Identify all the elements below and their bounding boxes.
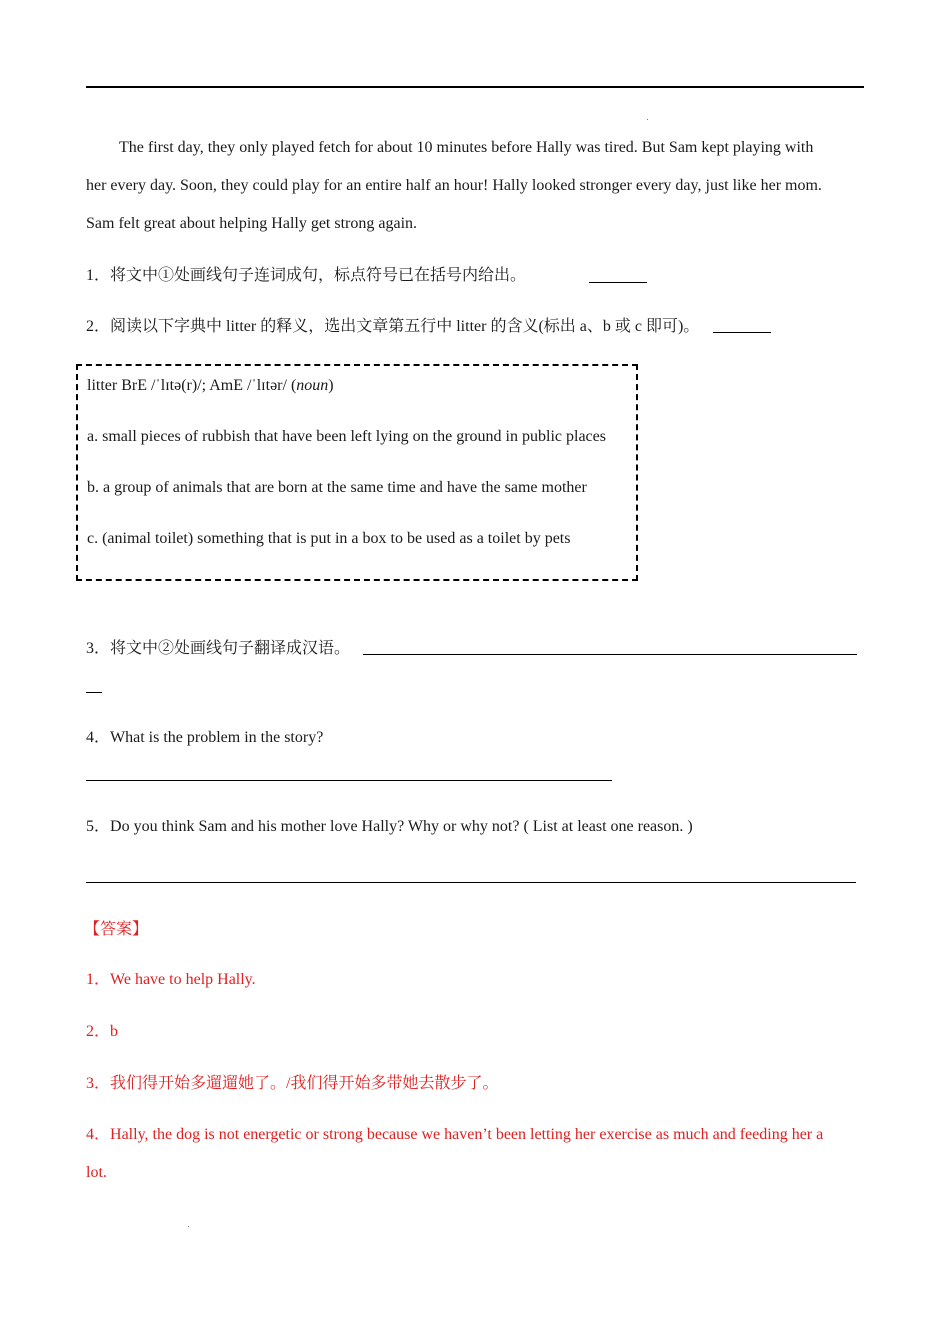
answer-text: Hally, the dog is not energetic or strong because we haven’t been letting her exercise as much and feeding her a: [110, 1126, 824, 1143]
answer-4-continued: lot.: [86, 1164, 107, 1181]
answer-number: 4．: [86, 1126, 111, 1143]
answer-blank-4[interactable]: [86, 780, 612, 781]
passage-line-1: The first day, they only played fetch for about 10 minutes before Hally was tired. But Sam kept playing with: [119, 139, 814, 156]
answer-blank-1[interactable]: [589, 282, 647, 283]
question-number: 2．: [86, 318, 111, 335]
part-of-speech: noun: [296, 377, 329, 394]
answer-number: 1．: [86, 971, 111, 988]
answer-blank-5[interactable]: [86, 882, 856, 883]
question-number: 5．: [86, 818, 111, 835]
dictionary-sense-a: a. small pieces of rubbish that have been left lying on the ground in public places: [87, 428, 606, 445]
dictionary-box: [76, 364, 638, 581]
question-number: 1．: [86, 267, 111, 284]
passage-line-2: her every day. Soon, they could play for an entire half an hour! Hally looked stronger every day, just like her mom.: [86, 177, 822, 194]
answer-number: 2．: [86, 1023, 111, 1040]
answer-text: We have to help Hally.: [110, 971, 256, 988]
stray-mark: [647, 119, 648, 120]
answer-text: b: [110, 1023, 119, 1040]
answer-text: 我们得开始多遛遛她了。/我们得开始多带她去散步了。: [110, 1075, 499, 1092]
answer-3: [86, 1074, 498, 1094]
answer-blank-2[interactable]: [713, 332, 771, 333]
question-5: [86, 817, 693, 837]
question-3: [86, 639, 350, 659]
question-text: Do you think Sam and his mother love Hally? Why or why not? ( List at least one reason. ): [110, 818, 693, 835]
question-4: [86, 728, 323, 748]
question-text: 将文中②处画线句子翻译成汉语。: [110, 640, 351, 657]
answer-blank-3-continued[interactable]: [86, 692, 102, 693]
dictionary-sense-c: c. (animal toilet) something that is put in a box to be used as a toilet by pets: [87, 530, 571, 547]
answers-heading: 【答案】: [84, 921, 149, 938]
question-2: [86, 317, 699, 337]
dictionary-headword: [87, 376, 334, 396]
question-text: What is the problem in the story?: [110, 729, 324, 746]
question-text: 将文中①处画线句子连词成句，标点符号已在括号内给出。: [110, 267, 527, 284]
headword-close: ): [328, 377, 334, 394]
answer-2: [86, 1022, 118, 1042]
question-number: 4．: [86, 729, 111, 746]
dictionary-sense-b: b. a group of animals that are born at the same time and have the same mother: [87, 479, 587, 496]
question-text: 阅读以下字典中 litter 的释义，选出文章第五行中 litter 的含义(标出 a、b 或 c 即可)。: [110, 318, 700, 335]
answer-number: 3．: [86, 1075, 111, 1092]
answer-4: [86, 1125, 823, 1145]
question-1: [86, 266, 526, 286]
stray-mark: [188, 1226, 189, 1227]
passage-line-3: Sam felt great about helping Hally get strong again.: [86, 215, 418, 232]
headword-text: litter BrE /ˈlɪtə(r)/; AmE /ˈlɪtər/ (: [87, 377, 297, 394]
question-number: 3．: [86, 640, 111, 657]
answer-1: [86, 970, 256, 990]
header-rule: [86, 86, 864, 88]
answer-blank-3[interactable]: [363, 654, 857, 655]
